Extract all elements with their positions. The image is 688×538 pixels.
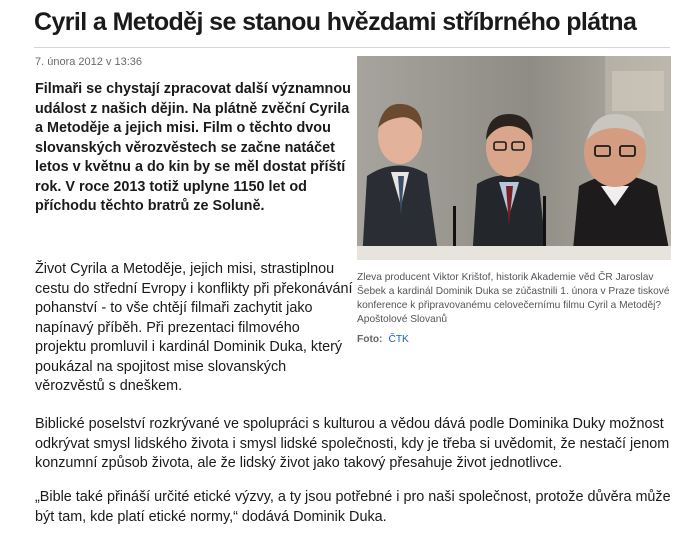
article-paragraph-1: Život Cyrila a Metoděje, jejich misi, strastiplnou cestu do střední Evropy i konflikty při překonávání pohanství - to vše chtějí filmaři zachytit jako napínavý příběh. Při prezentaci filmového projektu promluvil i kardinál Dominik Duka, který poukázal na spojitost mise slovanských věrozvěstů s dneškem. bbox=[35, 261, 353, 394]
article-paragraph-3: „Bible také přináší určité etické výzvy, a ty jsou potřebné i pro naši společnost, protože důvěra může být tam, kde platí etické normy,“ dodává Dominik Duka. bbox=[35, 489, 671, 525]
article-title: Cyril a Metoděj se stanou hvězdami stříbrného plátna bbox=[34, 8, 637, 36]
article-perex: Filmaři se chystají zpracovat další významnou událost z našich dějin. Na plátně zvěční Cyrila a Metoděje a jejich misi. Film o těchto dvou slovanských věrozvěstech se začne natáčet letos v květnu a do kin by se měl dostat příští rok. V roce 2013 totiž uplyne 1150 let od příchodu těchto bratrů ze Soluně. bbox=[35, 81, 351, 214]
article-date: 7. února 2012 v 13:36 bbox=[35, 56, 143, 68]
photo-credit-label: Foto: bbox=[357, 334, 383, 345]
photo-source-link[interactable]: ČTK bbox=[388, 334, 409, 345]
photo-illustration bbox=[357, 56, 671, 260]
article-paragraph-2: Biblické poselství rozkrývané ve spolupráci s kulturou a vědou dává podle Dominika Duky možnost odkrývat smysl lidského života i smysl lidské společnosti, kdy je třeba si uvědomit, že nestačí jenom konzumní způsob života, ale že lidský život jako takový přesahuje život jednotlivce. bbox=[35, 416, 670, 471]
photo-caption: Zleva producent Viktor Krištof, historik Akademie věd ČR Jaroslav Šebek a kardinál Dominik Duka se zúčastnili 1. února v Praze tiskové konference k připravovanému celovečernímu filmu Cyril a Metoděj? Apoštolové Slovanů bbox=[357, 272, 670, 325]
title-divider bbox=[34, 47, 670, 48]
article-photo[interactable] bbox=[357, 56, 671, 260]
photo-credit bbox=[357, 334, 409, 345]
